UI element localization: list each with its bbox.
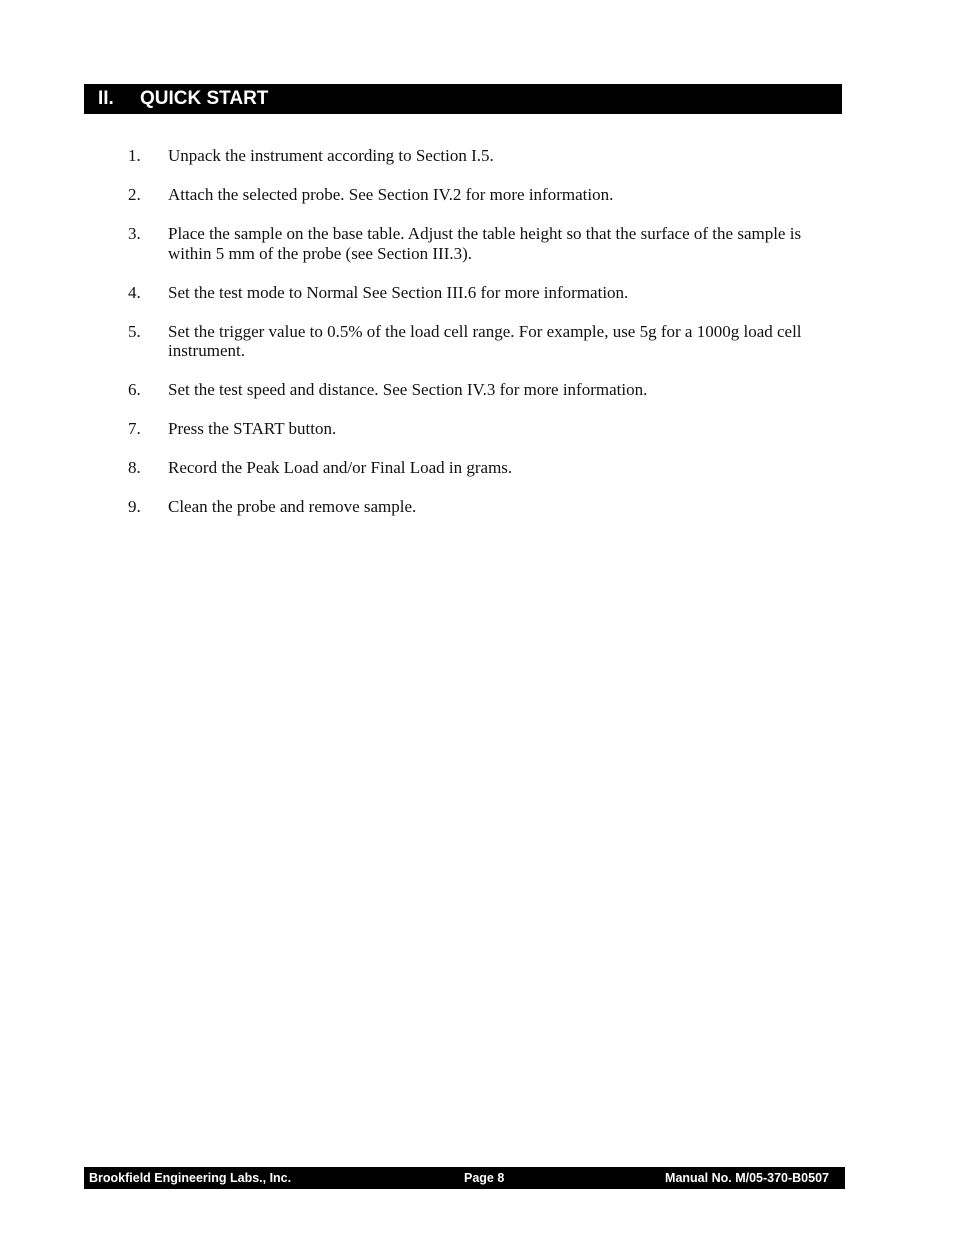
step-item bbox=[128, 283, 844, 303]
step-item bbox=[128, 322, 844, 361]
step-number: 5. bbox=[128, 321, 141, 341]
step-text: Set the test speed and distance. See Section IV.3 for more information. bbox=[168, 380, 648, 399]
step-number: 6. bbox=[128, 380, 141, 399]
step-text: Set the test mode to Normal See Section III.6 for more information. bbox=[168, 282, 629, 302]
step-item bbox=[128, 185, 844, 205]
step-text: Record the Peak Load and/or Final Load in grams. bbox=[168, 458, 513, 477]
step-number: 4. bbox=[128, 282, 141, 302]
step-number: 8. bbox=[128, 458, 141, 477]
step-number: 7. bbox=[128, 419, 141, 438]
footer-manual-number: Manual No. M/05-370-B0507 bbox=[665, 1171, 829, 1185]
step-number: 1. bbox=[128, 146, 141, 165]
step-text: Press the START button. bbox=[168, 419, 337, 438]
step-item bbox=[128, 497, 844, 517]
step-item bbox=[128, 146, 844, 166]
footer-page-number: Page 8 bbox=[464, 1171, 505, 1185]
section-number: II. bbox=[98, 88, 114, 109]
quick-start-steps bbox=[128, 146, 844, 536]
step-text: Clean the probe and remove sample. bbox=[168, 497, 417, 516]
step-text: Attach the selected probe. See Section IV.2 for more information. bbox=[168, 185, 614, 204]
step-item bbox=[128, 380, 844, 400]
step-item bbox=[128, 458, 844, 478]
step-number: 2. bbox=[128, 185, 141, 204]
step-text: Set the trigger value to 0.5% of the load cell range. For example, use 5g for a 1000g load cell instrument. bbox=[168, 321, 802, 360]
step-number: 3. bbox=[128, 224, 141, 243]
step-number: 9. bbox=[128, 497, 141, 516]
section-header bbox=[84, 84, 842, 114]
page-footer bbox=[84, 1167, 845, 1189]
step-text: Unpack the instrument according to Section I.5. bbox=[168, 146, 494, 165]
section-title: QUICK START bbox=[140, 88, 269, 109]
footer-company: Brookfield Engineering Labs., Inc. bbox=[89, 1171, 292, 1185]
step-item bbox=[128, 419, 844, 439]
step-item bbox=[128, 224, 844, 263]
step-text: Place the sample on the base table. Adjust the table height so that the surface of the sample is within 5 mm of the probe (see Section III.3). bbox=[168, 224, 802, 263]
